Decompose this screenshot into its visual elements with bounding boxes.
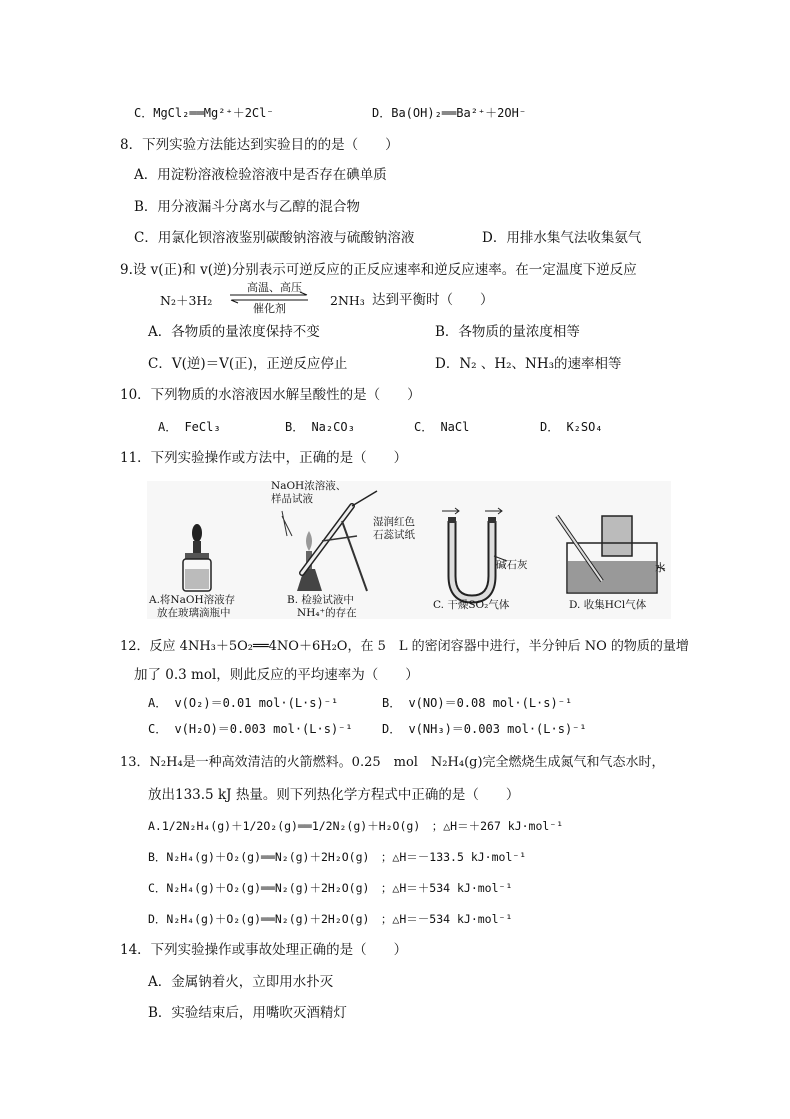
q12-stem-line1: 12．反应 4NH₃＋5O₂══4NO＋6H₂O，在 5 L 的密闭容器中进行，半分钟后 NO 的物质的量增 xyxy=(120,639,689,654)
q8-option-d: D．用排水集气法收集氨气 xyxy=(482,230,642,246)
caption-a-line2: 放在玻璃滴瓶中 xyxy=(157,607,231,619)
caption-d: D. 收集HCl气体 xyxy=(569,599,647,611)
q9-equation-left: N₂＋3H₂ xyxy=(160,293,213,308)
q7-option-d: D．Ba(OH)₂══Ba²⁺＋2OH⁻ xyxy=(372,106,527,120)
caption-c: C. 干燥SO₂气体 xyxy=(433,599,510,611)
q9-equation-right: 2NH₃ xyxy=(330,293,365,308)
q12-option-a: A． v(O₂)＝0.01 mol·(L·s)⁻¹ xyxy=(148,696,339,710)
q9-option-b: B．各物质的量浓度相等 xyxy=(435,324,580,340)
q13-stem-line2: 放出133.5 kJ 热量。则下列热化学方程式中正确的是（ ） xyxy=(148,787,520,803)
q14-option-a: A．金属钠着火，立即用水扑灭 xyxy=(148,974,334,990)
q9-condition-bottom: 催化剂 xyxy=(253,302,286,315)
figB-label-naoh: NaOH浓溶液、 xyxy=(271,480,347,492)
figB-label-paper1: 湿润红色 xyxy=(373,516,415,528)
q12-option-d: D． v(NH₃)＝0.003 mol·(L·s)⁻¹ xyxy=(382,722,587,736)
caption-b-line2: NH₄⁺的存在 xyxy=(297,607,357,619)
q13-stem-line1: 13．N₂H₄是一种高效清洁的火箭燃料。0.25 mol N₂H₄(g)完全燃烧生成氮气和气态水时， xyxy=(120,755,665,770)
caption-b-line1: B. 检验试液中 xyxy=(287,594,354,606)
q13-option-b: B．N₂H₄(g)＋O₂(g)══N₂(g)＋2H₂O(g) ；△H＝－133.5 kJ·mol⁻¹ xyxy=(148,850,527,864)
q8-option-b: B．用分液漏斗分离水与乙醇的混合物 xyxy=(134,199,360,215)
q9-option-d: D．N₂ 、H₂、NH₃的速率相等 xyxy=(435,356,622,372)
figB-label-paper2: 石蕊试纸 xyxy=(373,529,415,541)
q8-option-c: C．用氯化钡溶液鉴别碳酸钠溶液与硫酸钠溶液 xyxy=(134,230,415,246)
figC-label: 碱石灰 xyxy=(496,559,528,571)
figB-label-sample: 样品试液 xyxy=(271,493,313,505)
q9-stem: 9.设 v(正)和 v(逆)分别表示可逆反应的正反应速率和逆反应速率。在一定温度下逆反应 xyxy=(120,262,637,278)
q13-option-a: A.1/2N₂H₄(g)＋1/2O₂(g)══1/2N₂(g)＋H₂O(g) ；△H＝＋267 kJ·mol⁻¹ xyxy=(148,819,564,833)
caption-a-line1: A.将NaOH溶液存 xyxy=(149,594,236,606)
q9-tail: 达到平衡时（ ） xyxy=(372,292,494,308)
figD-label: 水 xyxy=(655,562,666,574)
q11-stem: 11．下列实验操作或方法中，正确的是（ ） xyxy=(120,450,408,466)
q9-condition-top: 高温、高压 xyxy=(247,281,302,294)
q11-apparatus-figure xyxy=(147,481,671,619)
u-tube-icon xyxy=(442,508,507,599)
q12-option-c: C． v(H₂O)＝0.003 mol·(L·s)⁻¹ xyxy=(148,722,353,736)
q10-stem: 10．下列物质的水溶液因水解呈酸性的是（ ） xyxy=(120,387,421,403)
gas-collection-icon xyxy=(557,516,665,593)
q14-stem: 14．下列实验操作或事故处理正确的是（ ） xyxy=(120,942,408,958)
q14-option-b: B．实验结束后，用嘴吹灭酒精灯 xyxy=(148,1005,347,1021)
q7-option-c: C．MgCl₂══Mg²⁺＋2Cl⁻ xyxy=(134,106,274,120)
q10-option-c: C． NaCl xyxy=(414,420,470,434)
q8-option-a: A．用淀粉溶液检验溶液中是否存在碘单质 xyxy=(134,167,387,183)
q10-option-d: D． K₂SO₄ xyxy=(540,420,603,434)
q10-option-a: A． FeCl₃ xyxy=(158,420,221,434)
q12-option-b: B． v(NO)＝0.08 mol·(L·s)⁻¹ xyxy=(382,696,573,710)
q8-stem: 8．下列实验方法能达到实验目的的是（ ） xyxy=(120,137,399,153)
dropper-bottle-icon xyxy=(183,524,211,591)
q13-option-c: C．N₂H₄(g)＋O₂(g)══N₂(g)＋2H₂O(g) ；△H＝＋534 kJ·mol⁻¹ xyxy=(148,881,513,895)
q9-option-c: C．V(逆)＝V(正)，正逆反应停止 xyxy=(148,356,348,372)
test-tube-heating-icon xyxy=(282,491,377,591)
q10-option-b: B． Na₂CO₃ xyxy=(285,420,355,434)
q9-option-a: A．各物质的量浓度保持不变 xyxy=(148,324,320,340)
q13-option-d: D．N₂H₄(g)＋O₂(g)══N₂(g)＋2H₂O(g) ；△H＝－534 kJ·mol⁻¹ xyxy=(148,912,513,926)
q12-stem-line2: 加了 0.3 mol，则此反应的平均速率为（ ） xyxy=(134,667,419,683)
